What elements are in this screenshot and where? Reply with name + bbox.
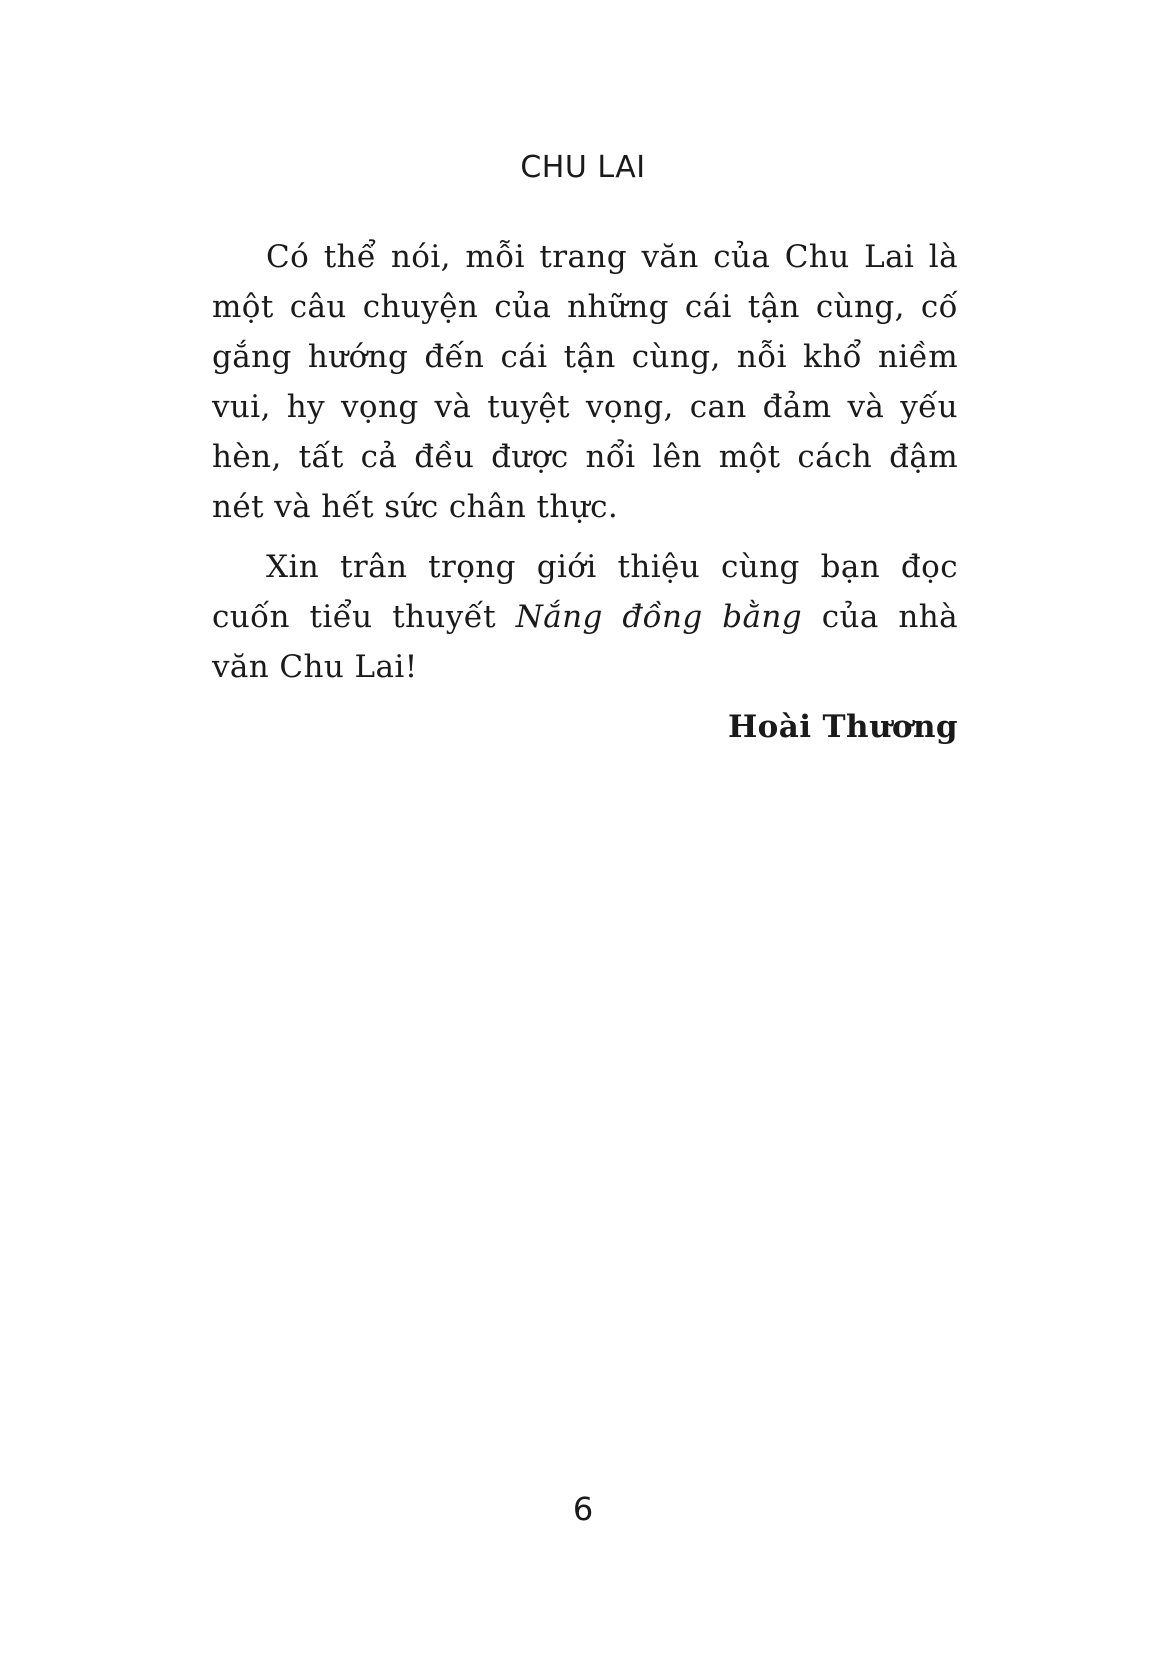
paragraph-1: Có thể nói, mỗi trang văn của Chu Lai là một câu chuyện của những cái tận cùng, cố gắng hướng đến cái tận cùng, nỗi khổ niềm vui, hy vọng và tuyệt vọng, can đảm và yếu hèn, tất cả đều được nổi lên một cách đậm nét và hết sức chân thực. [212, 239, 958, 525]
running-header: CHU LAI [520, 150, 646, 185]
paragraph-2-text-after: của nhà văn Chu Lai! [212, 599, 958, 685]
paragraph-2 [212, 542, 958, 692]
page-number: 6 [572, 1490, 594, 1528]
book-title: Nắng đồng bằng [515, 599, 803, 635]
signature: Hoài Thương [727, 709, 958, 745]
paragraph-2-text-before: Xin trân trọng giới thiệu cùng bạn đọc cuốn tiểu thuyết [212, 549, 958, 635]
body-text [212, 232, 958, 762]
